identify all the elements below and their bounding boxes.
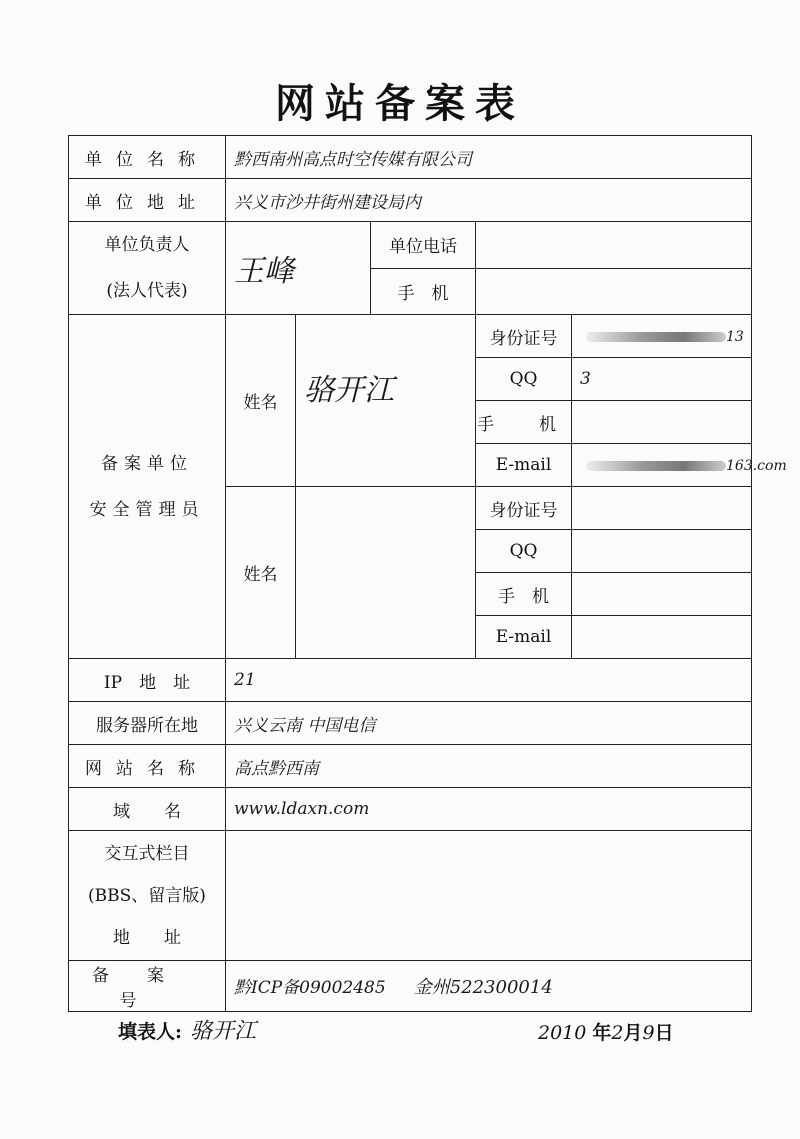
admin1-qq-label: QQ [476, 358, 572, 401]
date-day: 9 [642, 1022, 655, 1044]
unit-name-label: 单位名称 [69, 136, 226, 179]
record-no-value[interactable] [226, 961, 752, 1012]
unit-name-value[interactable]: 黔西南州高点时空传媒有限公司 [226, 136, 752, 179]
admin1-qq-value[interactable]: 3 [572, 358, 752, 401]
responsible-mobile-label: 手 机 [371, 268, 476, 315]
responsible-value[interactable]: 王峰 [226, 222, 371, 315]
server-location-label: 服务器所在地 [69, 702, 226, 745]
filler-label: 填表人: [118, 1021, 183, 1043]
ip-value[interactable]: 21 [226, 659, 752, 702]
site-name-label: 网站名称 [69, 745, 226, 788]
admin1-name-value[interactable]: 骆开江 [296, 315, 476, 487]
interactive-value[interactable] [226, 831, 752, 961]
interactive-label-line1: 交互式栏目 [104, 843, 190, 864]
security-admin-line2: 安全管理员 [89, 499, 205, 520]
admin2-email-label: E-mail [476, 616, 572, 659]
date-year: 2010 [538, 1022, 587, 1044]
registration-form [68, 135, 787, 1012]
server-location-value[interactable]: 兴义云南 中国电信 [226, 702, 752, 745]
admin1-email-label: E-mail [476, 444, 572, 487]
fill-date [538, 1018, 674, 1045]
unit-address-value[interactable]: 兴义市沙井街州建设局内 [226, 179, 752, 222]
unit-phone-value[interactable] [476, 222, 752, 269]
domain-value[interactable]: www.ldaxn.com [226, 788, 752, 831]
ip-label: IP 地 址 [69, 659, 226, 702]
security-admin-label [69, 315, 226, 659]
admin2-qq-value[interactable] [572, 530, 752, 573]
interactive-label-line2: (BBS、留言版) [88, 885, 206, 906]
domain-label: 域 名 [69, 788, 226, 831]
responsible-mobile-value[interactable] [476, 268, 752, 315]
date-month-char: 月 [623, 1022, 643, 1044]
site-name-value[interactable]: 高点黔西南 [226, 745, 752, 788]
page-title: 网站备案表 [275, 80, 525, 127]
admin2-name-label: 姓名 [226, 487, 296, 659]
admin2-mobile-label: 手 机 [476, 573, 572, 616]
admin1-email-suffix: 163.com [726, 458, 787, 474]
date-year-char: 年 [592, 1022, 612, 1044]
admin2-id-value[interactable] [572, 487, 752, 530]
redaction-mark [586, 461, 726, 471]
filler-signature: 骆开江 [190, 1019, 257, 1044]
redaction-mark [586, 332, 726, 342]
admin1-mobile-label: 手 机 [476, 401, 572, 444]
interactive-label-line3: 地 址 [113, 927, 181, 948]
admin1-mobile-value[interactable] [572, 401, 752, 444]
admin1-id-label: 身份证号 [476, 315, 572, 358]
admin2-name-value[interactable] [296, 487, 476, 659]
admin1-id-value[interactable] [572, 315, 752, 358]
unit-phone-label: 单位电话 [371, 222, 476, 269]
date-day-char: 日 [654, 1022, 674, 1044]
date-month: 2 [611, 1022, 624, 1044]
responsible-label-line1: 单位负责人 [104, 235, 190, 255]
admin2-email-value[interactable] [572, 616, 752, 659]
unit-address-label: 单位地址 [69, 179, 226, 222]
security-admin-line1: 备案单位 [101, 453, 193, 474]
admin1-id-suffix: 13 [726, 329, 744, 345]
responsible-label [69, 222, 226, 315]
record-no-secondary: 金州522300014 [413, 977, 553, 998]
admin2-qq-label: QQ [476, 530, 572, 573]
admin2-mobile-value[interactable] [572, 573, 752, 616]
admin1-email-value[interactable] [572, 444, 787, 487]
filler [118, 1014, 256, 1045]
responsible-label-line2: (法人代表) [106, 281, 188, 301]
interactive-label [69, 831, 226, 961]
admin2-id-label: 身份证号 [476, 487, 572, 530]
record-no-label: 备案号 [69, 961, 226, 1012]
admin1-name-label: 姓名 [226, 315, 296, 487]
record-no-primary: 黔ICP备09002485 [234, 978, 386, 998]
